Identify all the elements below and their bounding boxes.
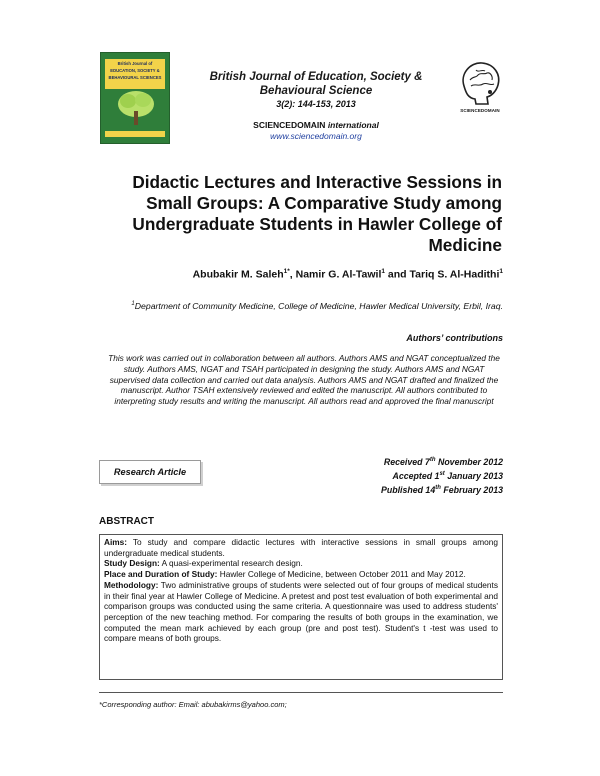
- corresponding-author-note: *Corresponding author: Email: abubakirms@yahoo.com;: [99, 700, 287, 709]
- accepted-date: Accepted 1st January 2013: [392, 470, 503, 481]
- author-affiliation-mark: 1: [381, 268, 386, 275]
- cover-bottom-strip: [105, 131, 165, 137]
- abstract-place-duration: Place and Duration of Study: Hawler College of Medicine, between October 2011 and May 2012.: [104, 569, 466, 580]
- abstract-methodology: Methodology: Two administrative groups of students were selected out of four groups of medical students in their final year at Hawler College of Medicine. A pretest and post test evaluation of both experimental and comparison groups was conducted using the same criteria. A questionnaire was used to address students' perception of the new teaching method. For comparing the results of both groups in the examination, we computed the mean mark achieved by each group (pre and post test). Student's t -test was used to compare means of both groups.: [104, 579, 498, 644]
- author-affiliation-mark: 1*: [283, 268, 290, 275]
- journal-title: British Journal of Education, Society & Behavioural Science: [209, 71, 423, 97]
- affiliation-mark: 1: [131, 301, 135, 307]
- received-date: Received 7th November 2012: [383, 456, 503, 467]
- tree-icon: [115, 89, 157, 129]
- publisher-website-link[interactable]: www.sciencedomain.org: [270, 131, 362, 141]
- article-title: Didactic Lectures and Interactive Sessions in Small Groups: A Comparative Study among Undergraduate Students in Hawler College of Medicine: [132, 172, 502, 255]
- author-name: Namir G. Al-Tawil: [295, 268, 382, 281]
- author-list: [110, 268, 503, 281]
- footnote-divider: [99, 692, 503, 693]
- article-dates: [300, 454, 503, 496]
- author-affiliation-mark: 1: [499, 268, 503, 275]
- author-name: Tariq S. Al-Hadithi: [409, 268, 500, 281]
- contributions-text: This work was carried out in collaboration between all authors. Authors AMS and NGAT conceptualized the study. Authors AMS, NGAT and TSAH participated in designing the study. Authors AMS and NGAT supervised data collection and carried out data analysis. Authors AMS and NGAT drafted and finalized the manuscript. Author TSAH extensively reviewed and edited the manuscript. All authors contributed to interpreting study results and writing the manuscript. All authors read and approved the final manuscript: [108, 353, 500, 407]
- abstract-box: [99, 534, 503, 680]
- publisher: [196, 120, 436, 130]
- journal-cover-image: [100, 52, 170, 144]
- cover-title-line-2: EDUCATION, SOCIETY &: [110, 68, 160, 73]
- affiliation: [110, 298, 503, 312]
- journal-info: [196, 70, 436, 141]
- cover-title-band: [105, 59, 165, 89]
- publisher-suffix: international: [327, 120, 379, 130]
- published-date: Published 14th February 2013: [380, 484, 503, 495]
- article-type-badge: Research Article: [99, 460, 201, 484]
- author-separator: and: [385, 268, 410, 281]
- cover-title-line-1: British Journal of: [117, 61, 153, 66]
- abstract-heading: ABSTRACT: [99, 516, 154, 527]
- abstract-study-design: Study Design: A quasi-experimental research design.: [104, 558, 303, 569]
- contributions-heading: Authors’ contributions: [406, 333, 503, 343]
- author-name: Abubakir M. Saleh: [192, 268, 284, 281]
- author-separator: ,: [289, 268, 296, 281]
- journal-volume: 3(2): 144-153, 2013: [276, 99, 356, 109]
- abstract-aims: Aims: To study and compare didactic lectures with interactive sessions in small groups among undergraduate medical students.: [104, 537, 498, 558]
- logo-caption: SCIENCEDOMAIN: [460, 108, 500, 113]
- sciencedomain-logo-icon: [454, 56, 506, 108]
- publisher-name: SCIENCEDOMAIN: [253, 120, 326, 130]
- cover-title-line-3: BEHAVIOURAL SCIENCES: [108, 75, 162, 80]
- affiliation-text: Department of Community Medicine, College of Medicine, Hawler Medical University, Erbil, Iraq.: [134, 300, 503, 311]
